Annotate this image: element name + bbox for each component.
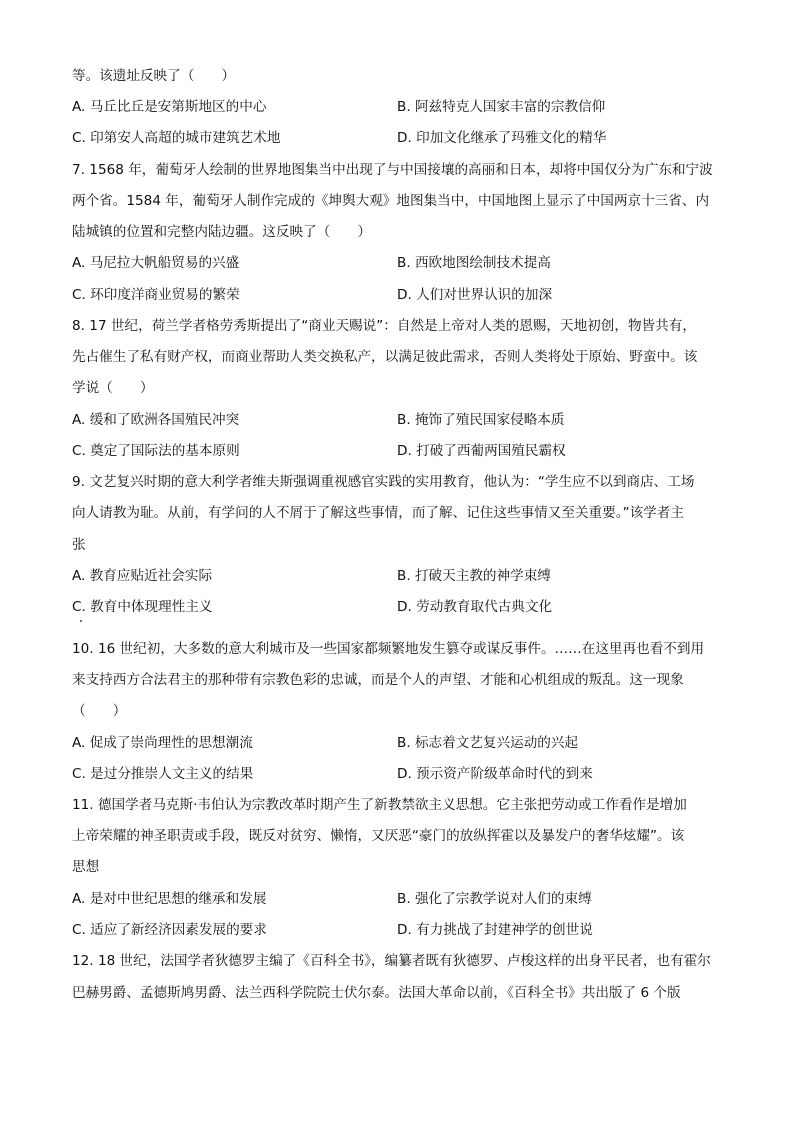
q10-stem-line-1: 10. 16 世纪初，大多数的意大利城市及一些国家都频繁地发生篡夺或谋反事件。……在这里再也看不到用 — [72, 641, 705, 657]
q7-option-a: A. 马尼拉大帆船贸易的兴盛 — [72, 255, 240, 271]
q11-option-b: B. 强化了宗教学说对人们的束缚 — [397, 891, 592, 907]
q10-stem-line-3: （ ） — [72, 703, 127, 719]
q8-stem-line-2: 先占催生了私有财产权，而商业帮助人类交换私产，以满足彼此需求，否则人类将处于原始、野蛮中。该 — [72, 349, 698, 365]
q7-option-d: D. 人们对世界认识的加深 — [397, 287, 553, 303]
q9-stem-line-3: 张 — [72, 537, 86, 553]
q9-option-c: C. 教育中体现理性主义 — [72, 599, 213, 615]
q6-option-b: B. 阿兹特克人国家丰富的宗教信仰 — [397, 99, 606, 115]
q6-option-a: A. 马丘比丘是安第斯地区的中心 — [72, 99, 267, 115]
q8-option-c: C. 奠定了国际法的基本原则 — [72, 443, 240, 459]
q7-stem-line-3: 陆城镇的位置和完整内陆边疆。这反映了（ ） — [72, 224, 372, 240]
q11-stem-line-3: 思想 — [72, 859, 100, 875]
q11-stem-line-1: 11. 德国学者马克斯·韦伯认为宗教改革时期产生了新教禁欲主义思想。它主张把劳动或工作看作是增加 — [72, 797, 687, 813]
q9-option-d: D. 劳动教育取代古典文化 — [397, 599, 553, 615]
q6-option-d: D. 印加文化继承了玛雅文化的精华 — [397, 130, 607, 146]
stray-dot — [80, 620, 82, 622]
q10-option-d: D. 预示资产阶级革命时代的到来 — [397, 766, 593, 782]
q12-stem-line-2: 巴赫男爵、孟德斯鸠男爵、法兰西科学院院士伏尔泰。法国大革命以前，《百科全书》共出版了 6 个版 — [72, 985, 681, 1001]
q10-option-c: C. 是过分推崇人文主义的结果 — [72, 766, 254, 782]
q9-option-b: B. 打破天主教的神学束缚 — [397, 568, 551, 584]
q7-stem-line-1: 7. 1568 年，葡萄牙人绘制的世界地图集当中出现了与中国接壤的高丽和日本，却将中国仅分为广东和宁波 — [72, 162, 713, 178]
q12-stem-line-1: 12. 18 世纪，法国学者狄德罗主编了《百科全书》，编纂者既有狄德罗、卢梭这样的出身平民者，也有霍尔 — [72, 953, 711, 969]
q6-option-c: C. 印第安人高超的城市建筑艺术地 — [72, 130, 281, 146]
q11-option-d: D. 有力挑战了封建神学的创世说 — [397, 922, 593, 938]
q8-option-b: B. 掩饰了殖民国家侵略本质 — [397, 412, 565, 428]
q11-stem-line-2: 上帝荣耀的神圣职责或手段，既反对贫穷、懒惰，又厌恶“豪门的放纵挥霍以及暴发户的奢华炫耀”。该 — [72, 828, 685, 844]
q7-option-b: B. 西欧地图绘制技术提高 — [397, 255, 551, 271]
q10-stem-line-2: 来支持西方合法君主的那种带有宗教色彩的忠诚，而是个人的声望、才能和心机组成的叛乱。这一现象 — [72, 672, 684, 688]
q10-option-b: B. 标志着文艺复兴运动的兴起 — [397, 735, 579, 751]
q6-stem-tail: 等。该遗址反映了（ ） — [72, 68, 236, 84]
q8-stem-line-3: 学说（ ） — [72, 380, 154, 396]
q8-stem-line-1: 8. 17 世纪，荷兰学者格劳秀斯提出了“商业天赐说”：自然是上帝对人类的恩赐，天地初创，物皆共有， — [72, 318, 696, 334]
q8-option-d: D. 打破了西葡两国殖民霸权 — [397, 443, 566, 459]
q9-option-a: A. 教育应贴近社会实际 — [72, 568, 213, 584]
q11-option-a: A. 是对中世纪思想的继承和发展 — [72, 891, 267, 907]
q9-stem-line-1: 9. 文艺复兴时期的意大利学者维夫斯强调重视感官实践的实用教育，他认为：“学生应不以到商店、工场 — [72, 474, 695, 490]
q7-option-c: C. 环印度洋商业贸易的繁荣 — [72, 287, 240, 303]
q11-option-c: C. 适应了新经济因素发展的要求 — [72, 922, 267, 938]
q9-stem-line-2: 向人请教为耻。从前，有学问的人不屑于了解这些事情，而了解、记住这些事情又至关重要。”该学者主 — [72, 505, 684, 521]
q7-stem-line-2: 两个省。1584 年，葡萄牙人制作完成的《坤舆大观》地图集当中，中国地图上显示了中国两京十三省、内 — [72, 193, 710, 209]
q10-option-a: A. 促成了崇尚理性的思想潮流 — [72, 735, 253, 751]
q8-option-a: A. 缓和了欧洲各国殖民冲突 — [72, 412, 240, 428]
